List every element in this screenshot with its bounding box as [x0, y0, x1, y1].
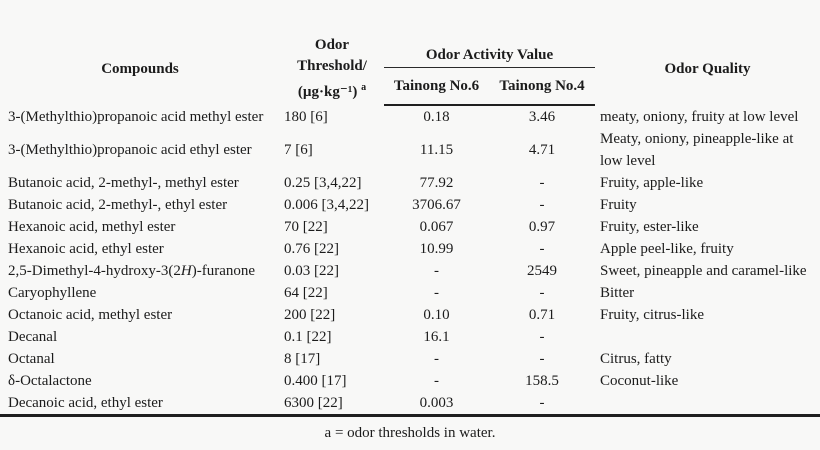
tainong4-cell: - [539, 351, 545, 367]
table-row [0, 282, 820, 304]
tainong6-cell: 3706.67 [412, 197, 461, 213]
quality-cell: Meaty, oniony, pineapple-like at low level [600, 131, 794, 169]
tainong4-cell: - [539, 395, 545, 411]
tainong4-cell: 0.97 [528, 219, 556, 235]
threshold-cell: 64 [22] [284, 285, 328, 301]
threshold-cell: 6300 [22] [284, 395, 343, 411]
tainong6-cell: 11.15 [419, 142, 454, 158]
quality-cell: Fruity, citrus-like [600, 307, 705, 323]
header-odor-threshold [280, 33, 384, 105]
table-header [0, 33, 820, 105]
threshold-cell: 0.400 [17] [284, 373, 347, 389]
compound-cell: Butanoic acid, 2-methyl-, ethyl ester [8, 197, 228, 213]
quality-cell: meaty, oniony, fruity at low level [600, 108, 799, 125]
quality-cell: Apple peel-like, fruity [600, 241, 734, 257]
italic-h: H [180, 263, 192, 279]
compound-cell: Hexanoic acid, methyl ester [8, 219, 176, 235]
tainong6-cell: 16.1 [423, 329, 450, 345]
table-row [0, 326, 820, 348]
threshold-cell: 70 [22] [284, 219, 328, 235]
tainong6-cell: - [434, 351, 439, 367]
header-threshold-line2: Threshold/ [297, 58, 367, 74]
quality-cell: Citrus, fatty [600, 351, 672, 367]
quality-cell: Bitter [600, 285, 635, 301]
compound-cell: 2,5-Dimethyl-4-hydroxy-3(2H)-furanone [8, 263, 256, 279]
quality-cell: Fruity [600, 197, 637, 213]
table-row [0, 348, 820, 370]
table-row [0, 105, 820, 128]
table-row [0, 216, 820, 238]
threshold-cell: 0.1 [22] [284, 329, 332, 345]
tainong4-cell: - [539, 197, 545, 213]
header-odor-quality: Odor Quality [664, 60, 751, 77]
tainong4-cell: 4.71 [528, 142, 556, 158]
threshold-cell: 180 [6] [284, 108, 328, 125]
tainong6-cell: 77.92 [419, 175, 454, 191]
tainong4-cell: 0.71 [528, 307, 556, 323]
threshold-cell: 8 [17] [284, 351, 321, 367]
table-row [0, 370, 820, 392]
compound-cell: Decanal [8, 329, 58, 345]
compound-cell: Butanoic acid, 2-methyl-, methyl ester [8, 175, 239, 191]
tainong4-cell: - [539, 175, 545, 191]
odor-compounds-table [0, 33, 820, 417]
quality-cell [595, 326, 820, 348]
table-row [0, 128, 820, 172]
tainong6-cell: 0.067 [419, 219, 454, 235]
tainong4-cell: - [539, 285, 545, 301]
quality-cell: Fruity, ester-like [600, 219, 699, 235]
tainong4-cell: 2549 [527, 263, 557, 279]
compound-cell: Decanoic acid, ethyl ester [8, 395, 163, 411]
header-tainong-no6: Tainong No.6 [384, 68, 489, 105]
tainong6-cell: 0.10 [423, 307, 450, 323]
threshold-footnote-marker: a [361, 82, 367, 93]
quality-cell: Fruity, apple-like [600, 175, 704, 191]
tainong4-cell: - [539, 329, 545, 345]
compound-cell: Octanal [8, 351, 55, 367]
tainong4-cell: 158.5 [525, 373, 559, 389]
table-row [0, 260, 820, 282]
compound-cell: δ-Octalactone [8, 373, 92, 389]
threshold-cell: 0.006 [3,4,22] [284, 197, 369, 213]
threshold-cell: 0.76 [22] [284, 241, 339, 257]
threshold-cell: 7 [6] [284, 142, 313, 158]
header-compounds: Compounds [101, 60, 179, 77]
compound-cell: 3-(Methylthio)propanoic acid methyl ester [8, 108, 264, 125]
header-tainong-no4: Tainong No.4 [489, 68, 595, 105]
tainong6-cell: - [434, 373, 439, 389]
table-row [0, 238, 820, 260]
threshold-cell: 0.03 [22] [284, 263, 339, 279]
tainong6-cell: - [434, 285, 439, 301]
tainong6-cell: 0.003 [419, 395, 454, 411]
compound-cell: 3-(Methylthio)propanoic acid ethyl ester [8, 142, 252, 158]
compound-cell: Hexanoic acid, ethyl ester [8, 241, 164, 257]
header-odor-activity-value-group: Odor Activity Value [384, 33, 595, 68]
table-row [0, 172, 820, 194]
quality-cell [595, 392, 820, 416]
tainong6-cell: 0.18 [423, 109, 450, 125]
table-row [0, 304, 820, 326]
table-body [0, 105, 820, 416]
table-row [0, 194, 820, 216]
table-footnote: a = odor thresholds in water. [324, 425, 496, 441]
compound-cell: Caryophyllene [8, 285, 97, 301]
quality-cell: Coconut-like [600, 373, 679, 389]
tainong6-cell: 10.99 [419, 241, 454, 257]
threshold-cell: 200 [22] [284, 307, 336, 323]
table-row [0, 392, 820, 416]
compound-cell: Octanoic acid, methyl ester [8, 307, 173, 323]
threshold-cell: 0.25 [3,4,22] [284, 175, 362, 191]
header-threshold-line3: (µg·kg⁻¹) $^a$ [297, 82, 367, 100]
header-threshold-line1: Odor [314, 37, 350, 53]
tainong6-cell: - [434, 263, 439, 279]
tainong4-cell: 3.46 [528, 109, 556, 125]
tainong4-cell: - [539, 241, 545, 257]
quality-cell: Sweet, pineapple and caramel-like [600, 263, 807, 279]
